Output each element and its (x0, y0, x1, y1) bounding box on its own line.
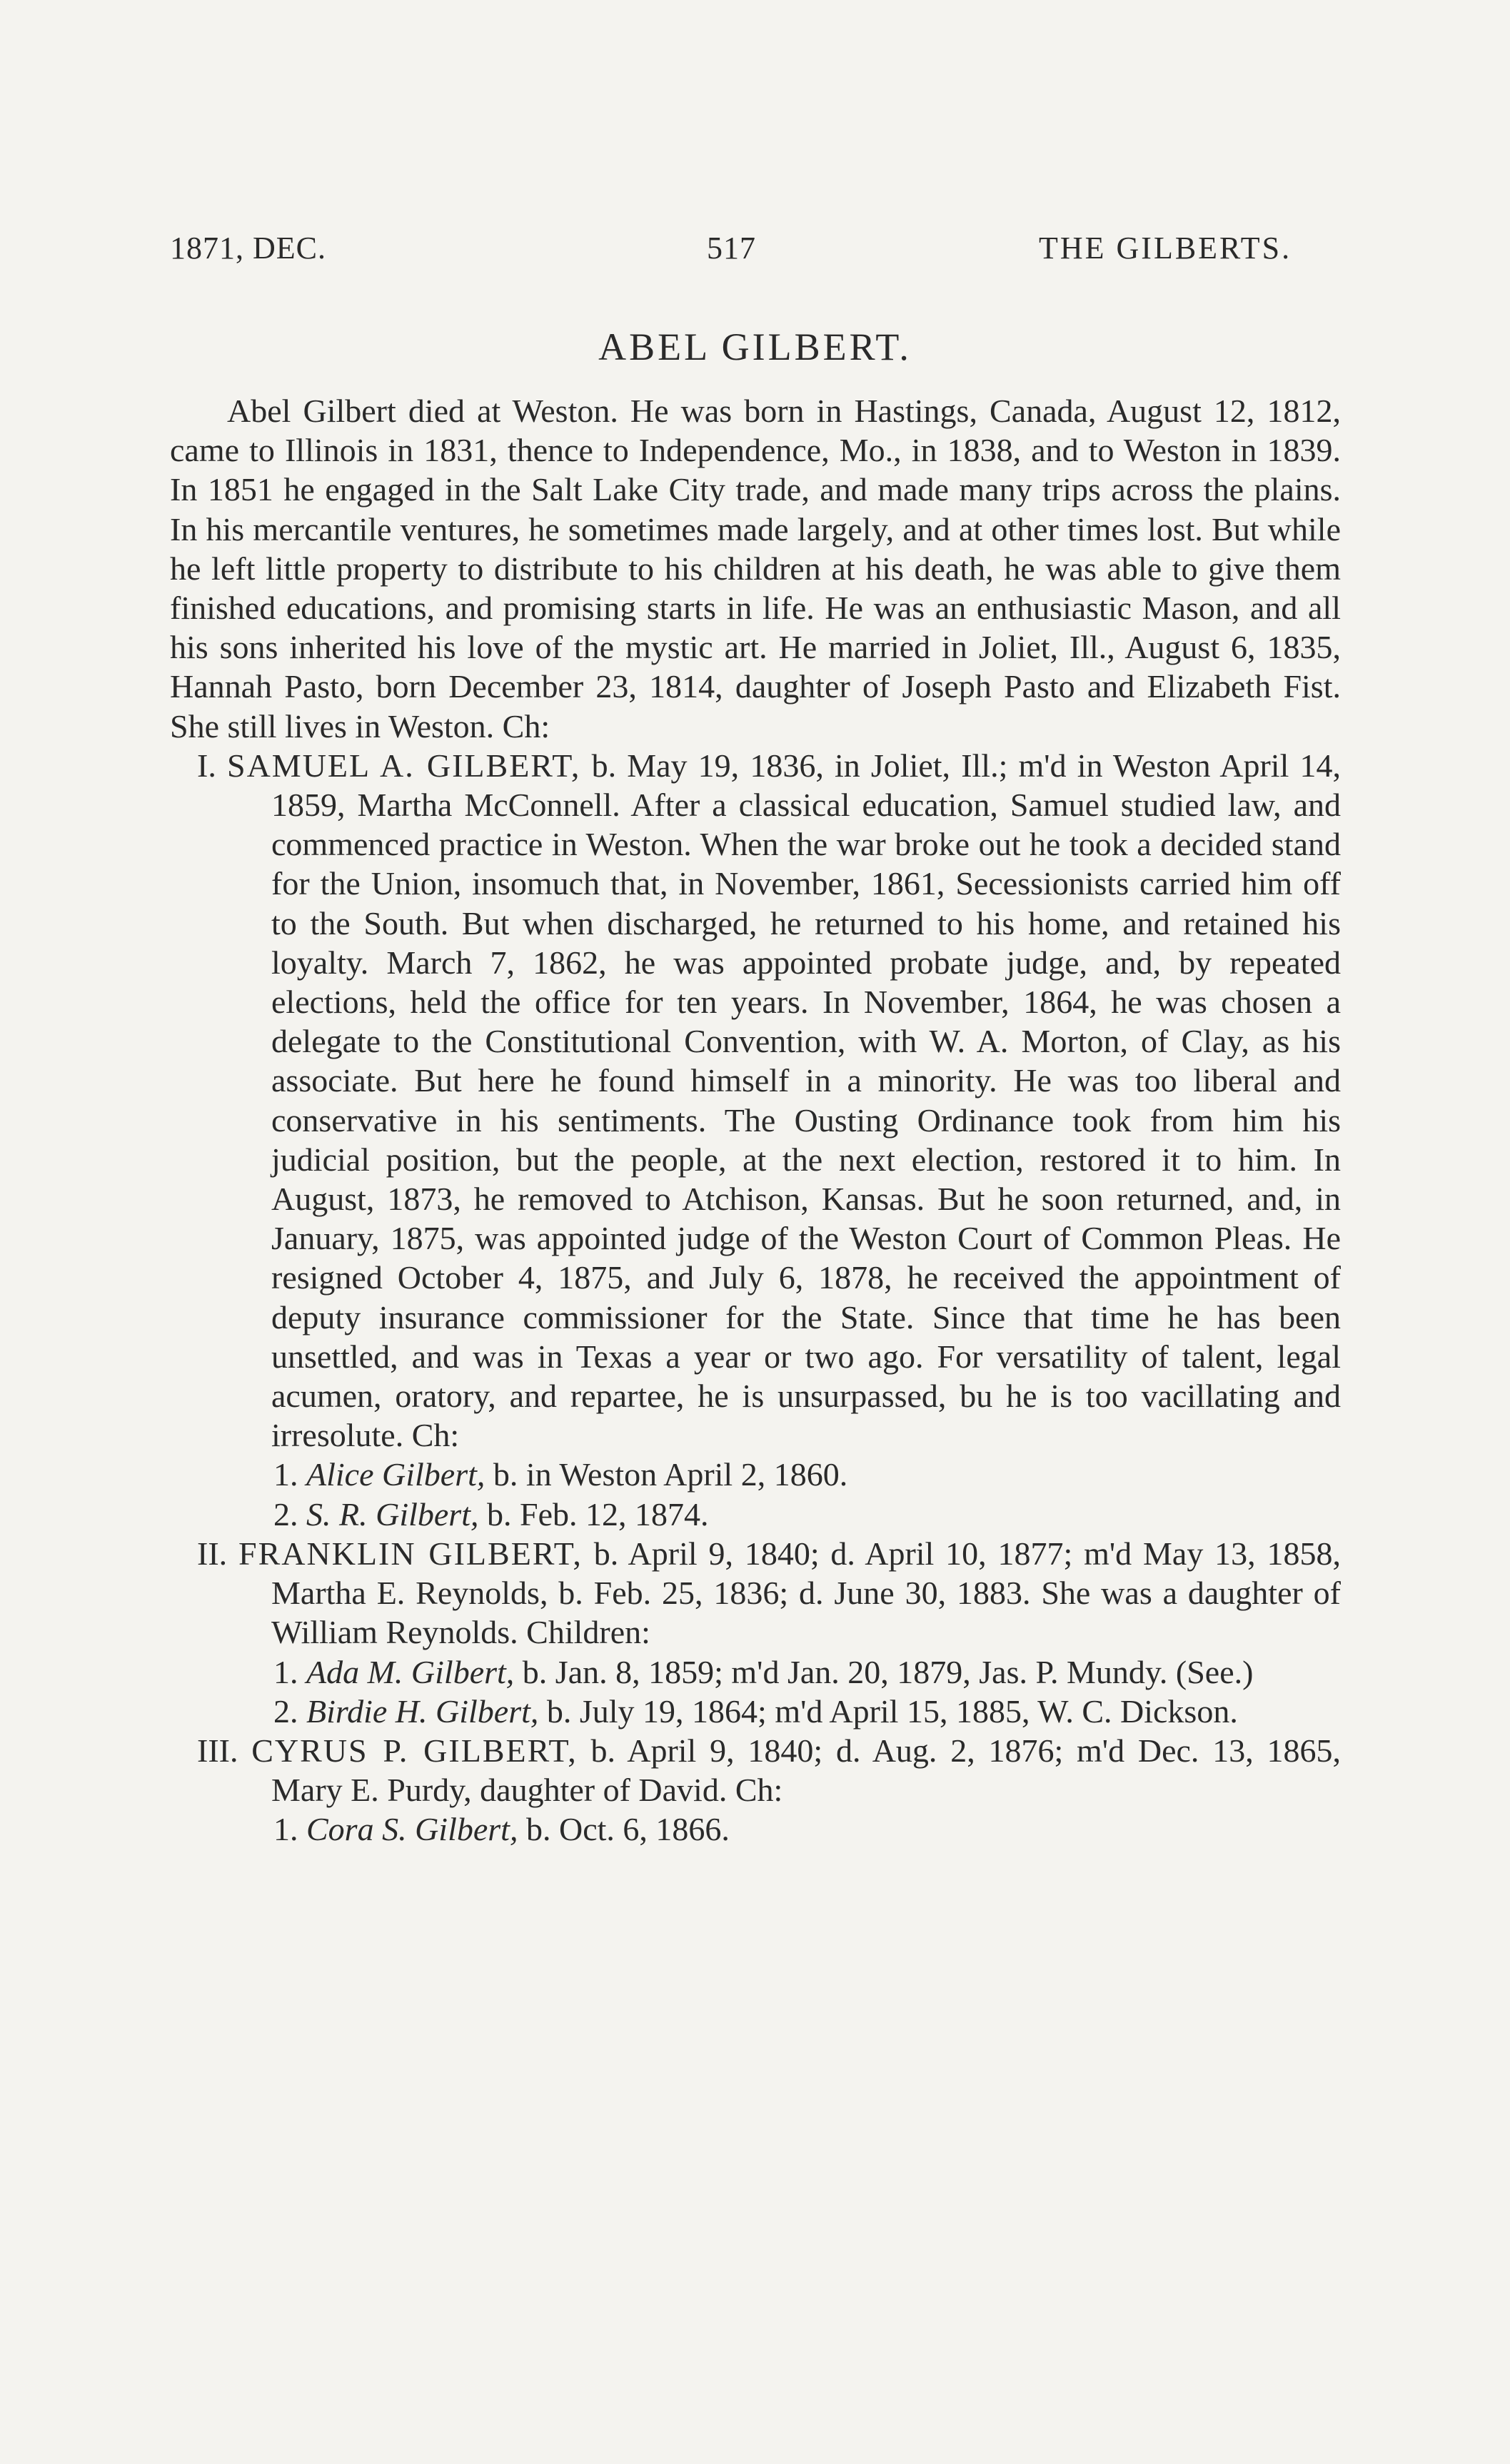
running-head-date: 1871, DEC. (170, 231, 326, 266)
child-text: b. Feb. 12, 1874. (486, 1495, 709, 1533)
child-number: 2. (273, 1495, 298, 1533)
child-item (170, 1455, 1341, 1494)
child-item (170, 1692, 1341, 1731)
child-item (170, 1652, 1341, 1692)
child-number: 1. (273, 1811, 298, 1848)
child-name: Ada M. Gilbert, (306, 1653, 515, 1690)
page-number: 517 (707, 231, 756, 266)
child-item (170, 1495, 1341, 1534)
intro-paragraph: Abel Gilbert died at Weston. He was born in Hastings, Canada, August 12, 1812, came to Illinois in 1831, thence to Independence, Mo., in 1838, and to Weston in 1839. In 1851 he engaged in the Salt Lake City trade, and made many trips across the plains. In his mercantile ventures, he sometimes made largely, and at other times lost. But while he left little property to distribute to his children at his death, he was able to give them finished educations, and promising starts in life. He was an enthusiastic Mason, and all his sons inherited his love of the mystic art. He married in Joliet, Ill., August 6, 1835, Hannah Pasto, born December 23, 1814, daughter of Joseph Pasto and Elizabeth Fist. She still lives in Weston. Ch: (170, 393, 1341, 744)
entry-cyrus (170, 1731, 1341, 1809)
entry-numeral: II. (197, 1535, 228, 1572)
child-number: 2. (273, 1692, 298, 1730)
child-text: b. in Weston April 2, 1860. (493, 1456, 848, 1493)
section-title: ABEL GILBERT. (598, 325, 912, 368)
child-name: Birdie H. Gilbert, (306, 1692, 539, 1730)
child-text: b. Jan. 8, 1859; m'd Jan. 20, 1879, Jas. P. Mundy. (See.) (522, 1653, 1254, 1690)
child-item (170, 1809, 1341, 1849)
entry-name: SAMUEL A. GILBERT, (226, 747, 581, 784)
child-text: b. July 19, 1864; m'd April 15, 1885, W. C. Dickson. (546, 1692, 1238, 1730)
child-name: S. R. Gilbert, (306, 1495, 479, 1533)
entry-text: b. April 9, 1840; d. April 10, 1877; m'd May 13, 1858, Martha E. Reynolds, b. Feb. 25, 1836; d. June 30, 1883. She was a daughter of William Reynolds. Children: (271, 1535, 1342, 1651)
child-name: Cora S. Gilbert, (306, 1811, 518, 1848)
child-number: 1. (273, 1653, 298, 1690)
entry-name: FRANKLIN GILBERT, (238, 1535, 583, 1572)
child-name: Alice Gilbert, (306, 1456, 485, 1493)
entry-numeral: I. (197, 747, 216, 784)
entry-numeral: III. (197, 1732, 238, 1769)
entry-text: b. April 9, 1840; d. Aug. 2, 1876; m'd Dec. 13, 1865, Mary E. Purdy, daughter of David. Ch: (271, 1732, 1341, 1809)
child-text: b. Oct. 6, 1866. (525, 1811, 730, 1848)
body-text (170, 391, 1341, 1849)
entry-samuel (170, 746, 1341, 1455)
entry-franklin (170, 1534, 1341, 1652)
entry-name: CYRUS P. GILBERT, (251, 1732, 578, 1769)
entry-text: b. May 19, 1836, in Joliet, Ill.; m'd in Weston April 14, 1859, Martha McConnell. After a classical education, Samuel studied law, and commenced practice in Weston. When the war broke out he took a decided stand for the Union, insomuch that, in November, 1861, Secessionists carried him off to the South. But when discharged, he returned to his home, and retained his loyalty. March 7, 1862, he was appointed probate judge, and, by repeated elections, held the office for ten years. In November, 1864, he was chosen a delegate to the Constitutional Convention, with W. A. Morton, of Clay, as his associate. But here he found himself in a minority. He was too liberal and conservative in his sentiments. The Ousting Ordinance took from him his judicial position, but the people, at the next election, restored it to him. In August, 1873, he removed to Atchison, Kansas. But he soon returned, and, in January, 1875, was appointed judge of the Weston Court of Common Pleas. He resigned October 4, 1875, and July 6, 1878, he received the appointment of deputy insurance commissioner for the State. Since that time he has been unsettled, and was in Texas a year or two ago. For versatility of talent, legal acumen, oratory, and repartee, he is unsurpassed, bu he is too vacillating and irresolute. Ch: (271, 747, 1342, 1454)
running-head-title: THE GILBERTS. (1039, 231, 1292, 266)
child-number: 1. (273, 1456, 298, 1493)
